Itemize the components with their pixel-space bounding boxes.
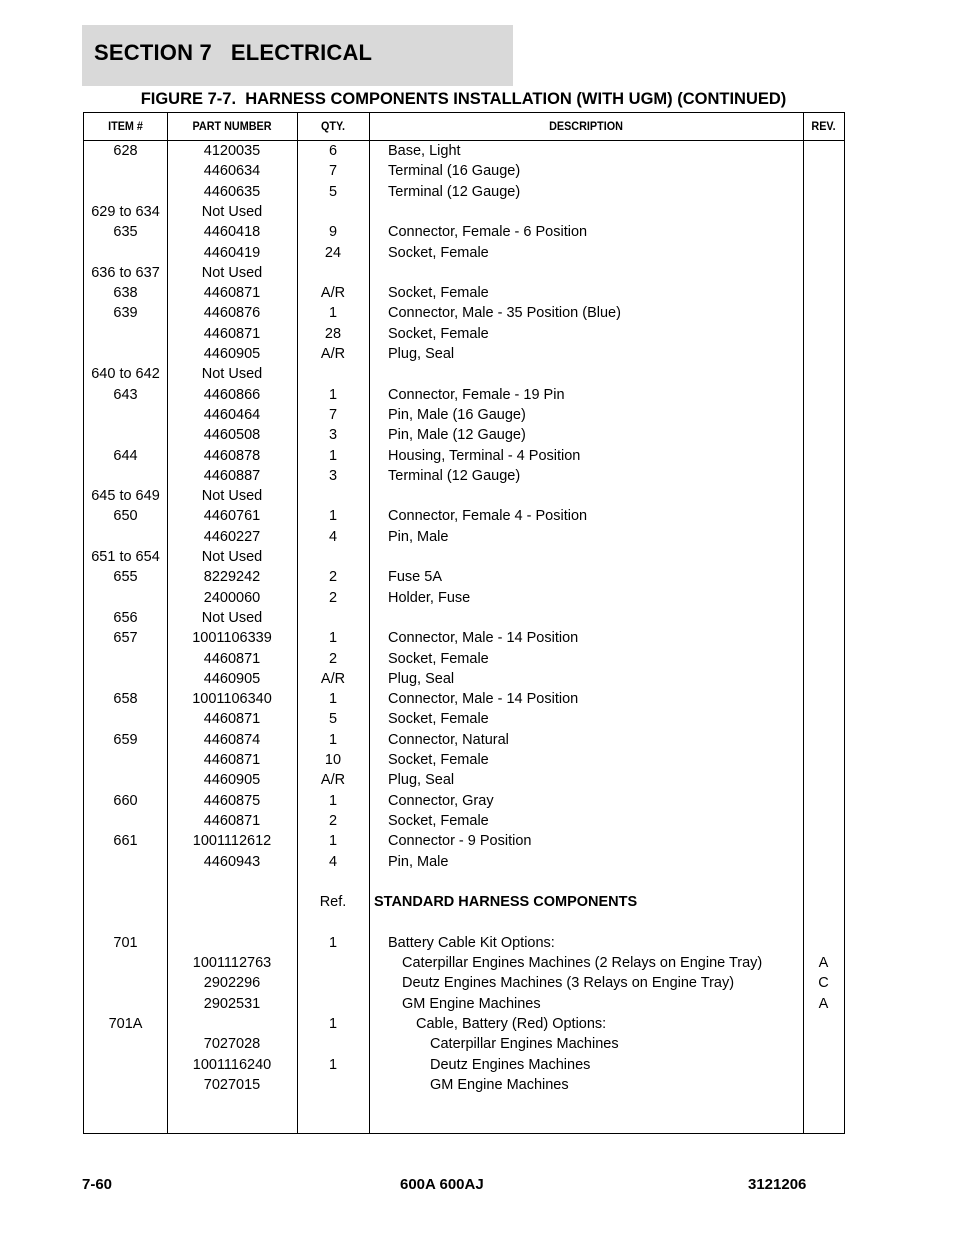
footer-page-number: 7-60 — [82, 1176, 113, 1193]
description-cell: Pin, Male (12 Gauge) — [388, 427, 526, 444]
footer-model: 600A 600AJ — [400, 1176, 484, 1193]
item-number-cell: 644 — [113, 447, 138, 464]
description-cell: Holder, Fuse — [388, 589, 471, 606]
footer-doc-number: 3121206 — [748, 1176, 807, 1193]
table-row — [84, 466, 844, 486]
header-part-number: PART NUMBER — [192, 119, 272, 133]
part-number-cell: Not Used — [201, 549, 263, 565]
description-cell: Plug, Seal — [388, 346, 455, 362]
table-row — [84, 1075, 844, 1095]
item-number-cell: 640 to 642 — [91, 366, 160, 383]
quantity-cell: 1 — [328, 305, 338, 322]
item-number-cell: 661 — [113, 833, 138, 850]
part-number-cell: 2902296 — [203, 975, 261, 992]
description-cell: Socket, Female — [388, 285, 489, 302]
table-row — [84, 1055, 844, 1075]
part-number-cell: 4460871 — [203, 711, 261, 728]
revision-cell: A — [818, 955, 829, 971]
revision-cell: C — [818, 975, 829, 992]
table-row — [84, 953, 844, 973]
header-description: DESCRIPTION — [549, 119, 623, 133]
item-number-cell: 628 — [113, 143, 138, 159]
quantity-cell: 24 — [324, 244, 342, 261]
part-number-cell: 4460943 — [203, 853, 261, 870]
part-number-cell: 4460634 — [203, 163, 261, 180]
quantity-cell: 1 — [328, 934, 338, 951]
quantity-cell: 1 — [328, 508, 338, 525]
part-number-cell: 4460419 — [203, 244, 261, 261]
table-row — [84, 628, 844, 648]
quantity-cell: 5 — [328, 711, 338, 728]
description-cell: Pin, Male (16 Gauge) — [388, 406, 526, 423]
description-cell: Terminal (12 Gauge) — [388, 467, 521, 484]
part-number-cell: 4460464 — [203, 406, 261, 423]
description-cell: STANDARD HARNESS COMPONENTS — [374, 894, 638, 911]
table-row — [84, 912, 844, 932]
description-cell: Deutz Engines Machines — [430, 1056, 591, 1073]
table-row — [84, 527, 844, 547]
quantity-cell: Ref. — [319, 894, 347, 911]
description-cell: Connector, Male - 14 Position — [388, 630, 579, 647]
description-cell: Socket, Female — [388, 325, 489, 342]
part-number-cell: 4460871 — [203, 812, 261, 829]
table-row — [84, 324, 844, 344]
table-row — [84, 1034, 844, 1054]
description-cell: Socket, Female — [388, 711, 489, 728]
description-cell: Deutz Engines Machines (3 Relays on Engine Tray) — [402, 975, 735, 992]
part-number-cell: Not Used — [201, 366, 263, 383]
table-row — [84, 303, 844, 323]
table-row — [84, 892, 844, 912]
quantity-cell: 1 — [328, 731, 338, 748]
part-number-cell: Not Used — [201, 488, 263, 505]
table-row — [84, 222, 844, 242]
quantity-cell: 2 — [328, 812, 338, 829]
table-row — [84, 689, 844, 709]
table-row — [84, 385, 844, 405]
table-row — [84, 811, 844, 831]
quantity-cell: 9 — [328, 224, 338, 241]
table-row — [84, 770, 844, 790]
item-number-cell: 651 to 654 — [91, 549, 160, 565]
quantity-cell: 5 — [328, 183, 338, 200]
item-number-cell: 643 — [113, 386, 138, 403]
table-row — [84, 588, 844, 608]
revision-cell: A — [818, 995, 829, 1012]
description-cell: Plug, Seal — [388, 670, 455, 687]
part-number-cell: 4460635 — [203, 183, 261, 200]
quantity-cell: A/R — [320, 772, 346, 789]
part-number-cell: 8229242 — [203, 569, 261, 586]
part-number-cell: 4460874 — [203, 731, 261, 748]
part-number-cell: 4460227 — [203, 528, 261, 545]
item-number-cell: 701 — [113, 934, 138, 951]
table-row — [84, 263, 844, 283]
table-row — [84, 649, 844, 669]
description-cell: Connector - 9 Position — [388, 833, 532, 850]
quantity-cell: 1 — [328, 630, 338, 647]
part-number-cell: 1001106340 — [192, 691, 272, 708]
quantity-cell: 3 — [328, 467, 338, 484]
quantity-cell: 2 — [328, 569, 338, 586]
description-cell: Connector, Male - 35 Position (Blue) — [388, 305, 621, 322]
quantity-cell: 4 — [328, 853, 338, 870]
quantity-cell: 3 — [328, 427, 338, 444]
quantity-cell: A/R — [320, 285, 346, 302]
description-cell: Plug, Seal — [388, 772, 455, 789]
table-row — [84, 425, 844, 445]
header-qty: QTY. — [320, 119, 345, 133]
item-number-cell: 659 — [113, 731, 138, 748]
part-number-cell: 4460508 — [203, 427, 261, 444]
description-cell: Battery Cable Kit Options: — [388, 934, 555, 951]
table-row — [84, 344, 844, 364]
quantity-cell: 1 — [328, 792, 338, 809]
part-number-cell: 4460905 — [203, 772, 261, 789]
part-number-cell: 7027015 — [203, 1076, 261, 1093]
description-cell: Connector, Natural — [388, 731, 509, 748]
description-cell: Caterpillar Engines Machines (2 Relays on Engine Tray) — [402, 955, 763, 971]
item-number-cell: 660 — [113, 792, 138, 809]
table-row — [84, 243, 844, 263]
quantity-cell: 4 — [328, 528, 338, 545]
part-number-cell: 2400060 — [203, 589, 261, 606]
quantity-cell: 2 — [328, 650, 338, 667]
description-cell: Connector, Female - 6 Position — [388, 224, 588, 241]
description-cell: Fuse 5A — [388, 569, 442, 586]
part-number-cell: 2902531 — [203, 995, 261, 1012]
part-number-cell: 1001106339 — [192, 630, 272, 647]
part-number-cell: 7027028 — [203, 1036, 261, 1053]
description-cell: Connector, Female - 19 Pin — [388, 386, 565, 403]
part-number-cell: 4460871 — [203, 325, 261, 342]
part-number-cell: Not Used — [201, 203, 263, 220]
item-number-cell: 645 to 649 — [91, 488, 160, 505]
quantity-cell: 1 — [328, 1056, 338, 1073]
item-number-cell: 655 — [113, 569, 138, 586]
quantity-cell: 7 — [328, 163, 338, 180]
table-row — [84, 872, 844, 892]
table-row — [84, 161, 844, 181]
quantity-cell: 28 — [324, 325, 342, 342]
description-cell: Pin, Male — [388, 528, 449, 545]
description-cell: Socket, Female — [388, 244, 489, 261]
table-row — [84, 791, 844, 811]
description-cell: Cable, Battery (Red) Options: — [416, 1015, 607, 1032]
quantity-cell: 10 — [324, 752, 342, 768]
quantity-cell: 6 — [328, 143, 338, 159]
quantity-cell: 1 — [328, 447, 338, 464]
part-number-cell: 4460905 — [203, 346, 261, 362]
table-row — [84, 933, 844, 953]
part-number-cell: 4460905 — [203, 670, 261, 687]
table-row — [84, 446, 844, 466]
part-number-cell: 4460871 — [203, 752, 261, 768]
header-item: ITEM # — [108, 119, 143, 133]
description-cell: Terminal (16 Gauge) — [388, 163, 521, 180]
table-row — [84, 1014, 844, 1034]
description-cell: Socket, Female — [388, 650, 489, 667]
table-row — [84, 506, 844, 526]
description-cell: Pin, Male — [388, 853, 449, 870]
description-cell: Connector, Female 4 - Position — [388, 508, 588, 525]
part-number-cell: 1001112763 — [192, 955, 272, 971]
item-number-cell: 636 to 637 — [91, 264, 160, 281]
item-number-cell: 638 — [113, 285, 138, 302]
part-number-cell: 4460875 — [203, 792, 261, 809]
table-row — [84, 547, 844, 567]
table-row — [84, 750, 844, 770]
item-number-cell: 658 — [113, 691, 138, 708]
table-row — [84, 709, 844, 729]
item-number-cell: 629 to 634 — [91, 203, 160, 220]
part-number-cell: 4460418 — [203, 224, 261, 241]
description-cell: Housing, Terminal - 4 Position — [388, 447, 581, 464]
table-row — [84, 831, 844, 851]
description-cell: GM Engine Machines — [430, 1076, 569, 1093]
table-row — [84, 141, 844, 161]
description-cell: Connector, Male - 14 Position — [388, 691, 579, 708]
part-number-cell: 4460876 — [203, 305, 261, 322]
table-row — [84, 608, 844, 628]
table-row — [84, 852, 844, 872]
description-cell: Base, Light — [388, 143, 461, 159]
quantity-cell: A/R — [320, 346, 346, 362]
table-row — [84, 973, 844, 993]
description-cell: Terminal (12 Gauge) — [388, 183, 521, 200]
item-number-cell: 635 — [113, 224, 138, 241]
table-row — [84, 283, 844, 303]
part-number-cell: 4460887 — [203, 467, 261, 484]
part-number-cell: Not Used — [201, 609, 263, 626]
part-number-cell: 4460871 — [203, 650, 261, 667]
header-rev: REV. — [811, 119, 836, 133]
description-cell: GM Engine Machines — [402, 995, 541, 1012]
quantity-cell: A/R — [320, 670, 346, 687]
part-number-cell: 4460871 — [203, 285, 261, 302]
quantity-cell: 1 — [328, 833, 338, 850]
item-number-cell: 657 — [113, 630, 138, 647]
part-number-cell: 1001116240 — [192, 1056, 272, 1073]
quantity-cell: 7 — [328, 406, 338, 423]
part-number-cell: 4460878 — [203, 447, 261, 464]
description-cell: Socket, Female — [388, 752, 489, 768]
parts-table — [83, 112, 845, 1134]
table-row — [84, 405, 844, 425]
part-number-cell: 4460866 — [203, 386, 261, 403]
quantity-cell: 1 — [328, 386, 338, 403]
table-row — [84, 994, 844, 1014]
description-cell: Socket, Female — [388, 812, 489, 829]
table-row — [84, 202, 844, 222]
part-number-cell: 1001112612 — [192, 833, 272, 850]
item-number-cell: 650 — [113, 508, 138, 525]
table-row — [84, 567, 844, 587]
part-number-cell: 4120035 — [203, 143, 261, 159]
table-row — [84, 364, 844, 384]
item-number-cell: 656 — [113, 609, 138, 626]
part-number-cell: 4460761 — [203, 508, 261, 525]
description-cell: Connector, Gray — [388, 792, 494, 809]
quantity-cell: 1 — [328, 691, 338, 708]
quantity-cell: 1 — [328, 1015, 338, 1032]
section-title: SECTION 7 ELECTRICAL — [94, 40, 373, 65]
table-row — [84, 669, 844, 689]
table-row — [84, 486, 844, 506]
part-number-cell: Not Used — [201, 264, 263, 281]
description-cell: Caterpillar Engines Machines — [430, 1036, 619, 1053]
item-number-cell: 701A — [108, 1015, 143, 1032]
figure-title: FIGURE 7-7. HARNESS COMPONENTS INSTALLATION (WITH UGM) (CONTINUED) — [140, 90, 787, 108]
table-row — [84, 730, 844, 750]
table-row — [84, 182, 844, 202]
item-number-cell: 639 — [113, 305, 138, 322]
quantity-cell: 2 — [328, 589, 338, 606]
